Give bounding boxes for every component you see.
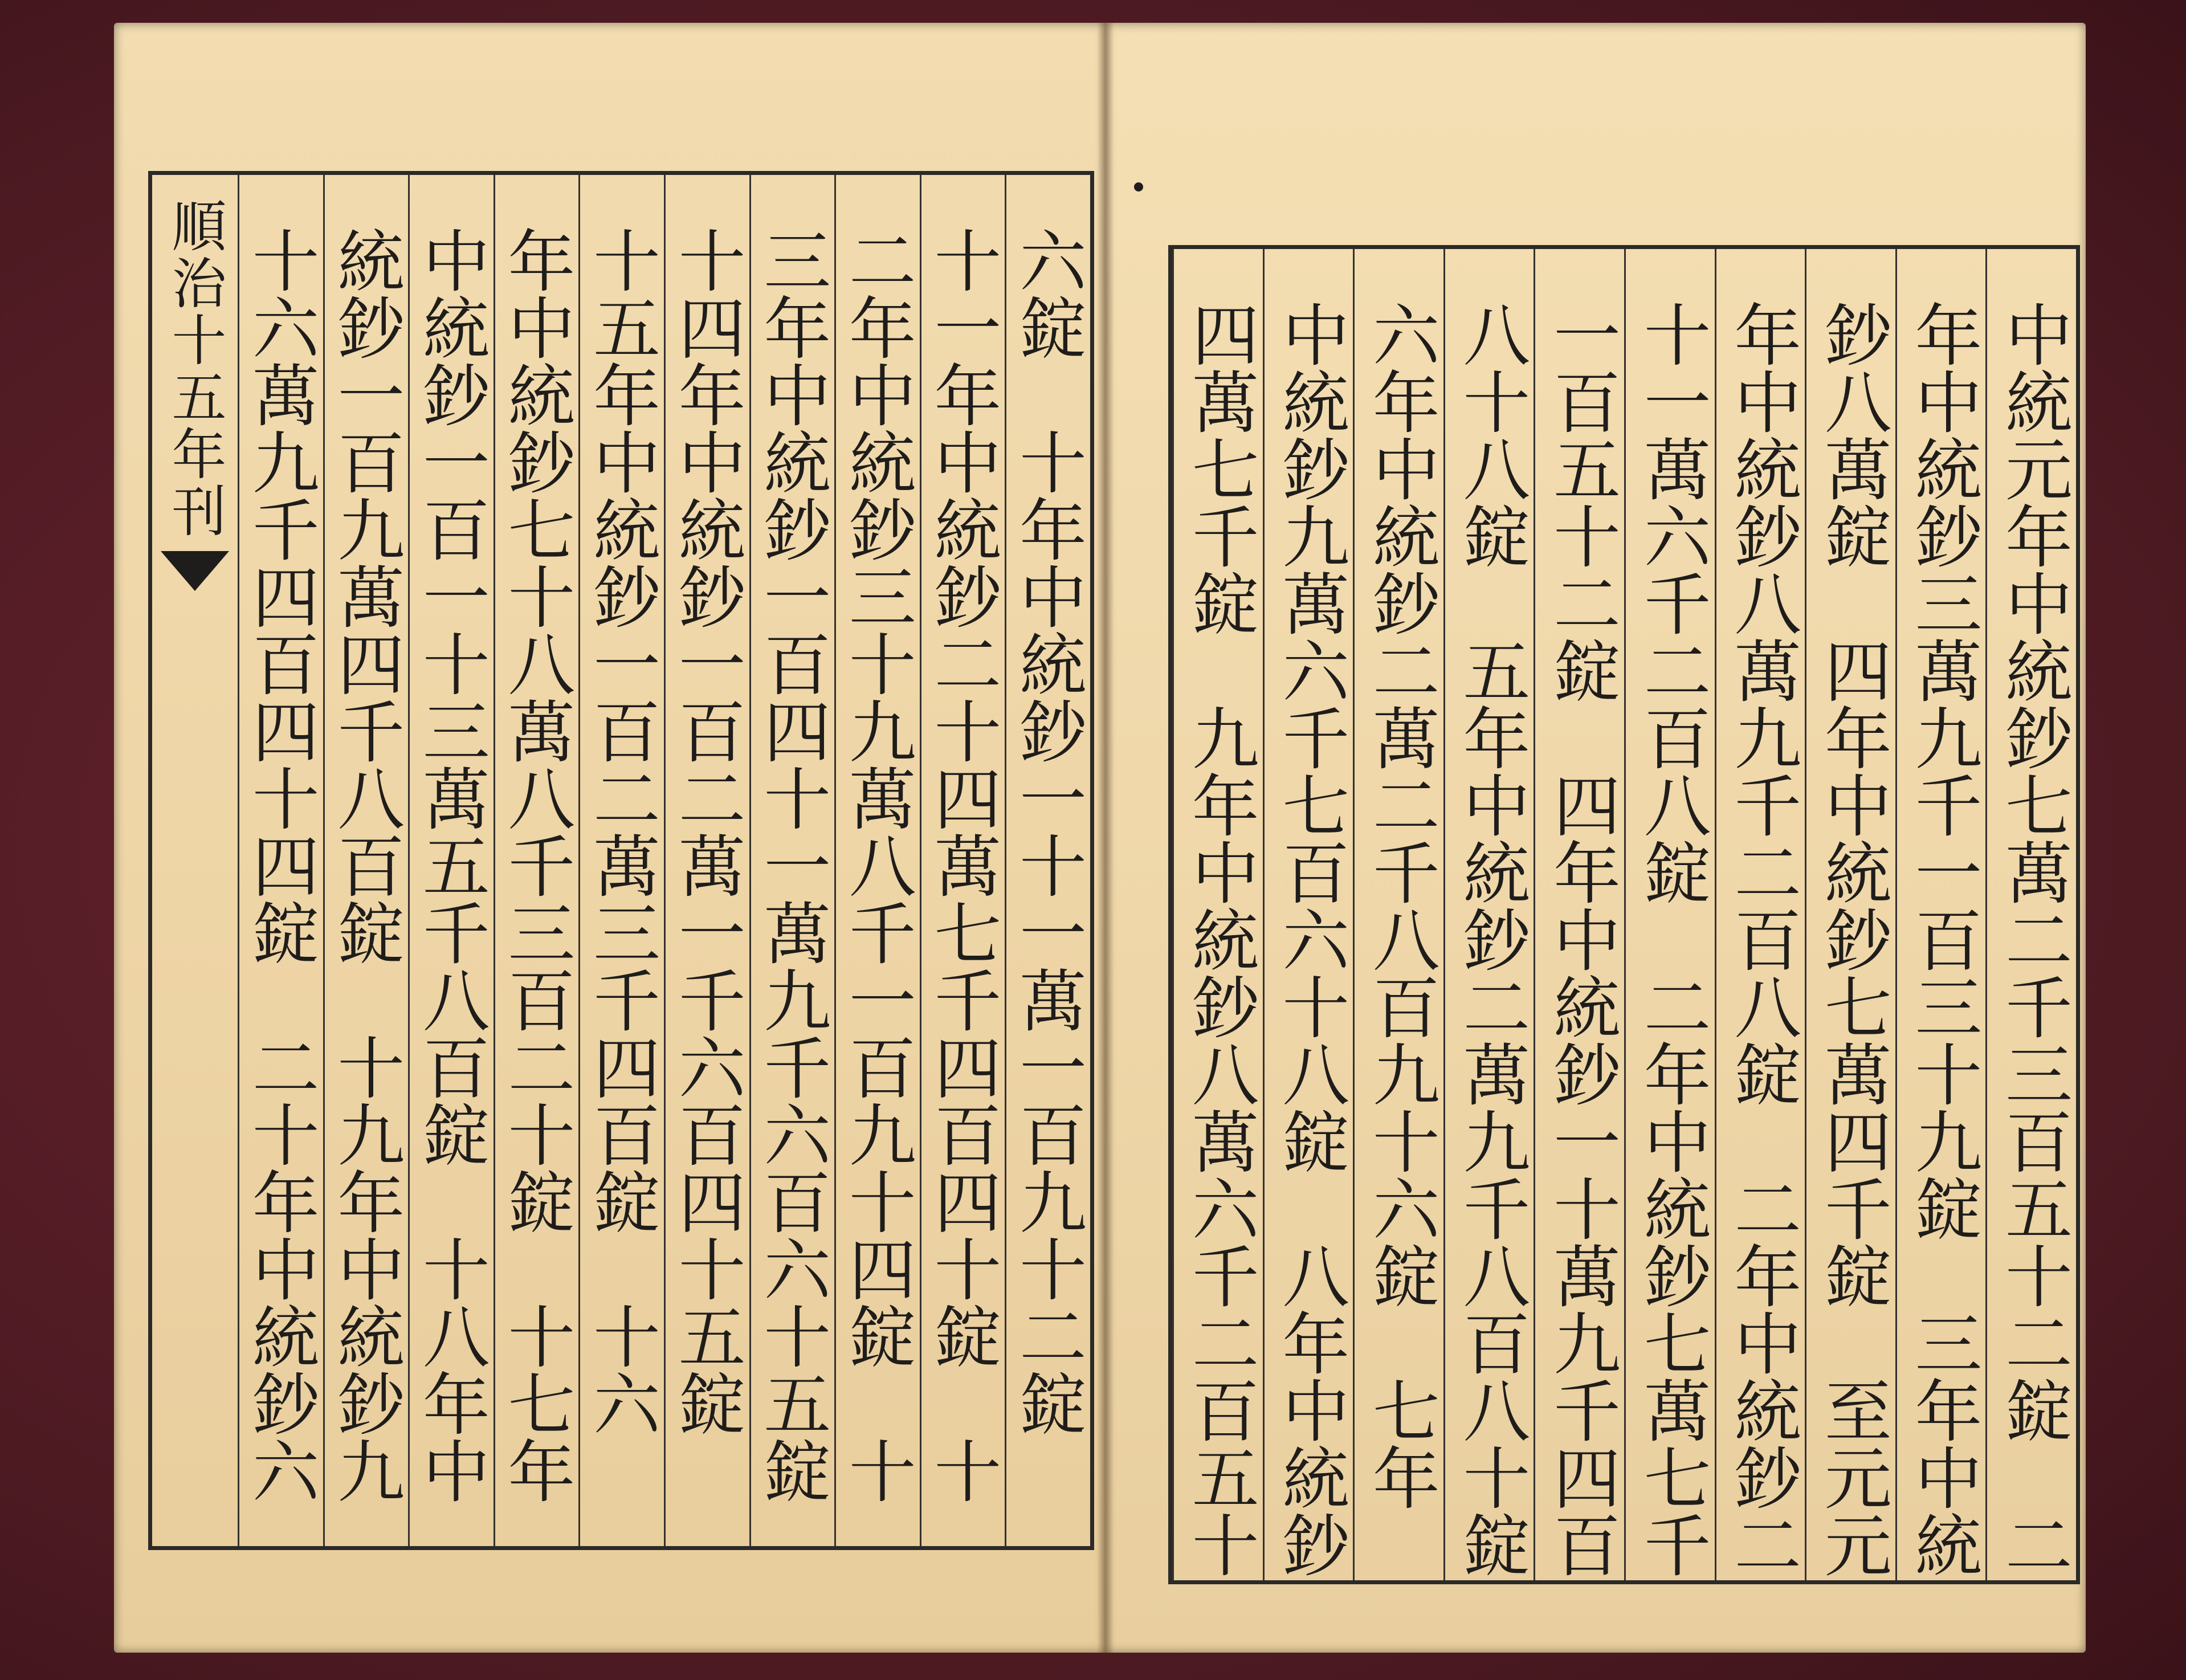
text-column xyxy=(323,175,409,1546)
text-column xyxy=(749,175,835,1546)
text-column xyxy=(920,175,1005,1546)
column-text: 十一年中統鈔二十四萬七千四百四十錠 十 xyxy=(923,226,1002,1504)
column-text: 中統鈔九萬六千七百六十八錠 八年中統鈔 xyxy=(1271,300,1350,1578)
column-text: 中統鈔一百一十三萬五千八百錠 十八年中 xyxy=(411,226,490,1504)
text-column xyxy=(1005,175,1090,1546)
text-column xyxy=(494,175,579,1546)
text-column xyxy=(1624,249,1715,1580)
margin-title xyxy=(152,198,238,602)
column-text: 統鈔一百九萬四千八百錠 十九年中統鈔九 xyxy=(326,226,405,1504)
book-gutter xyxy=(1097,23,1114,1653)
ink-dot xyxy=(1134,182,1143,191)
column-text: 二年中統鈔三十九萬八千一百九十四錠 十 xyxy=(837,226,916,1504)
column-text: 年中統鈔三萬九千一百三十九錠 三年中統 xyxy=(1903,300,1983,1578)
column-text: 一百五十二錠 四年中統鈔一十萬九千四百 xyxy=(1541,300,1621,1578)
text-column xyxy=(1985,249,2076,1580)
text-column xyxy=(1534,249,1624,1580)
column-text: 十六萬九千四百四十四錠 二十年中統鈔六 xyxy=(240,226,320,1504)
column-text: 四萬七千錠 九年中統鈔八萬六千二百五十 xyxy=(1180,300,1259,1578)
column-text: 年中統鈔七十八萬八千三百二十錠 十七年 xyxy=(496,226,576,1504)
column-text: 中統元年中統鈔七萬二千三百五十二錠 二 xyxy=(1993,300,2073,1578)
right-text-frame xyxy=(1168,245,2080,1584)
text-column xyxy=(1805,249,1895,1580)
text-column xyxy=(834,175,920,1546)
column-text: 八十八錠 五年中統鈔二萬九千八百八十錠 xyxy=(1451,300,1531,1578)
text-column xyxy=(1715,249,1805,1580)
column-text: 鈔八萬錠 四年中統鈔七萬四千錠 至元元 xyxy=(1813,300,1892,1578)
margin-title-text: 順治十五年刊 xyxy=(163,198,227,540)
text-column xyxy=(578,175,664,1546)
text-column xyxy=(1353,249,1443,1580)
column-text: 年中統鈔八萬九千二百八錠 二年中統鈔二 xyxy=(1723,300,1802,1578)
text-column xyxy=(664,175,749,1546)
text-column xyxy=(408,175,494,1546)
column-text: 十五年中統鈔一百二萬三千四百錠 十六 xyxy=(581,226,660,1437)
text-column xyxy=(1172,249,1263,1580)
column-text: 三年中統鈔一百四十一萬九千六百六十五錠 xyxy=(752,226,831,1504)
column-text: 六錠 十年中統鈔一十一萬一百九十二錠 xyxy=(1008,226,1087,1437)
column-text: 十四年中統鈔一百二萬一千六百四十五錠 xyxy=(667,226,746,1437)
column-text: 六年中統鈔二萬二千八百九十六錠 七年 xyxy=(1361,300,1440,1511)
left-text-frame xyxy=(148,171,1094,1550)
column-text: 十一萬六千二百八錠 二年中統鈔七萬七千 xyxy=(1632,300,1711,1578)
text-column xyxy=(1263,249,1353,1580)
text-column xyxy=(1443,249,1534,1580)
text-column xyxy=(1895,249,1986,1580)
text-column xyxy=(238,175,323,1546)
fishtail-mark xyxy=(161,551,229,591)
margin-column xyxy=(152,175,238,1546)
